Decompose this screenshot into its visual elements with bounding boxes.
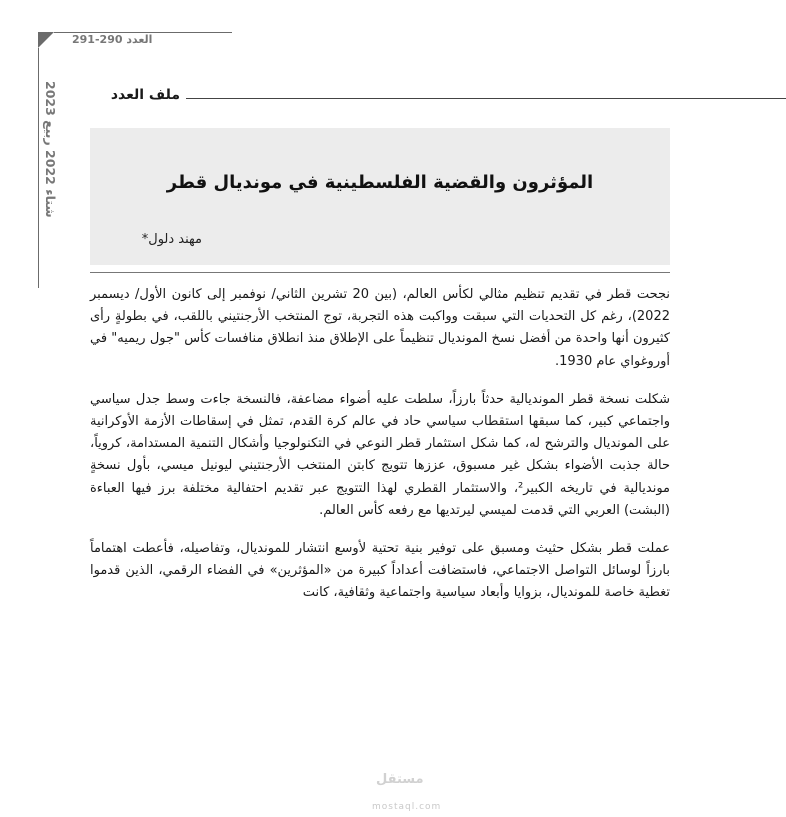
paragraph: عملت قطر بشكل حثيث ومسبق على توفير بنية تحتية لأوسع انتشار للمونديال، وتفاصيله، فأعطت اهتماماً بارزاً لوسائل التواصل الاجتماعي، فاستضافت أعداداً كبيرة من «المؤثرين» في الفضاء الرقمي، الذين قدموا تغطية خاصة للمونديال، بزوايا وأبعاد سياسية واجتماعية وثقافية، كانت: [90, 541, 670, 601]
section-rule: [186, 98, 786, 99]
corner-mark: [38, 32, 54, 48]
author-name: مهند دلول*: [141, 232, 202, 247]
section-title: ملف العدد: [110, 87, 180, 103]
watermark-logo: مستقل: [376, 772, 424, 787]
issue-number: العدد 290-291: [72, 33, 153, 46]
paragraph: نجحت قطر في تقديم تنظيم مثالي لكأس العالم، (بين 20 تشرين الثاني/ نوفمبر إلى كانون الأول/ ديسمبر 2022)، رغم كل التحديات التي سبقت وواكبت هذه التجربة، توج المنتخب الأرجنتيني باللقب، في بطولةٍ رأى كثيرون أنها واحدة من أفضل نسخ المونديال تنظيماً على الإطلاق منذ انطلاق منافسات كأس "جول ريميه" في أوروغواي عام 1930.: [90, 287, 670, 369]
article-body: [90, 284, 670, 621]
article-title: المؤثرون والقضية الفلسطينية في مونديال قطر: [166, 172, 594, 193]
paragraph: شكلت نسخة قطر المونديالية حدثاً بارزاً، سلطت عليه أضواء مضاعفة، فالنسخة جاءت وسط جدل سياسي واجتماعي كبير، كما سبقها استقطاب سياسي حاد في عالم كرة القدم، تمثل في إسقاطات الأزمة الأوكرانية على المونديال والترشح له، كما شكل استثمار قطر النوعي في التكنولوجيا وأشكال التنمية المستدامة، كروياً، حالة جذبت الأضواء بشكل غير مسبوق، عززها تتويج كابتن المنتخب الأرجنتيني ليونيل ميسي، بأول نسخةٍ مونديالية في تاريخه الكبير²، والاستثمار القطري لهذا التتويج عبر تقديم احتفالية مختلفة برز فيها العباءة (البشت) العربي التي قدمت لميسي ليرتديها مع رفعه كأس العالم.: [90, 391, 670, 518]
watermark-domain: mostaql.com: [372, 802, 442, 812]
issue-date: شتاء 2022 ربيع 2023: [43, 80, 58, 218]
title-divider: [90, 272, 670, 273]
